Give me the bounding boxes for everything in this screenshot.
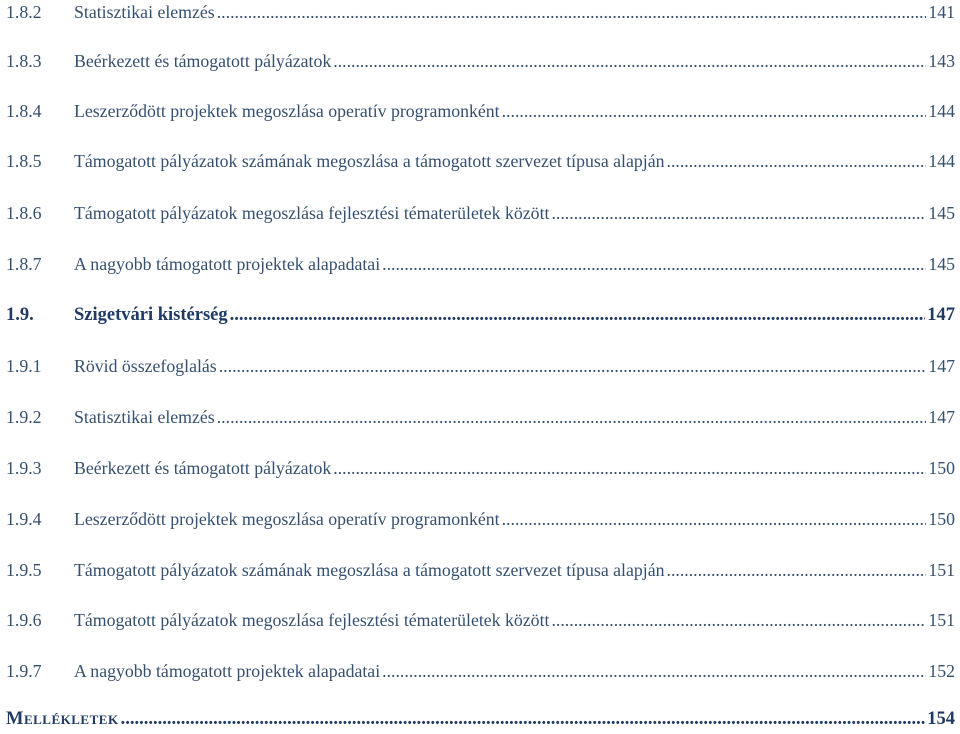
- toc-entry-title: Támogatott pályázatok megoszlása fejlesztési tématerületek között: [74, 203, 550, 223]
- toc-entry-number: 1.8.2: [6, 2, 42, 22]
- dot-leader: [502, 504, 927, 534]
- toc-entry-title: Leszerződött projektek megoszlása operatív programonként: [74, 101, 500, 121]
- toc-appendix-title: Mellékletek: [6, 709, 119, 729]
- toc-entry-title: Leszerződött projektek megoszlása operatív programonként: [74, 509, 500, 529]
- dot-leader: [121, 704, 926, 734]
- toc-entry-number: 1.9.6: [6, 610, 42, 630]
- toc-entry-page: 143: [928, 51, 955, 71]
- dot-leader: [667, 555, 927, 585]
- toc-entry-title: Támogatott pályázatok számának megoszlása a támogatott szervezet típusa alapján: [74, 151, 665, 171]
- toc-entry-page: 150: [928, 458, 955, 478]
- toc-entry-page: 145: [928, 254, 955, 274]
- toc-entry-1-9-1[interactable]: [0, 351, 955, 381]
- toc-entry-number: 1.9.2: [6, 407, 42, 427]
- toc-section-title: Szigetvári kistérség: [74, 305, 228, 325]
- dot-leader: [551, 605, 926, 635]
- toc-entry-1-8-6[interactable]: [0, 198, 955, 228]
- toc-entry-1-8-2[interactable]: [0, 0, 955, 27]
- toc-entry-page: 145: [928, 203, 955, 223]
- toc-entry-1-9-5[interactable]: [0, 555, 955, 585]
- dot-leader: [667, 146, 927, 176]
- toc-entry-page: 141: [928, 2, 955, 22]
- toc-entry-1-9-2[interactable]: [0, 402, 955, 432]
- toc-entry-number: 1.9.5: [6, 560, 42, 580]
- toc-entry-page: 151: [928, 560, 955, 580]
- dot-leader: [217, 0, 927, 27]
- toc-entry-page: 147: [928, 407, 955, 427]
- toc-section-1-9[interactable]: [0, 300, 955, 330]
- toc-entry-number: 1.9.1: [6, 356, 42, 376]
- toc-entry-title: A nagyobb támogatott projektek alapadatai: [74, 254, 381, 274]
- toc-appendix-page: 154: [927, 709, 955, 729]
- toc-entry-title: Rövid összefoglalás: [74, 356, 217, 376]
- toc-entry-number: 1.8.7: [6, 254, 42, 274]
- dot-leader: [333, 453, 926, 483]
- toc-entry-1-9-3[interactable]: [0, 453, 955, 483]
- toc-entry-page: 147: [928, 356, 955, 376]
- toc-entry-title: Beérkezett és támogatott pályázatok: [74, 51, 332, 71]
- toc-entry-1-8-4[interactable]: [0, 96, 955, 126]
- dot-leader: [333, 46, 926, 76]
- toc-entry-1-8-5[interactable]: [0, 146, 955, 176]
- toc-entry-title: Támogatott pályázatok megoszlása fejlesztési tématerületek között: [74, 610, 550, 630]
- toc-entry-number: 1.9.4: [6, 509, 42, 529]
- toc-appendix[interactable]: [0, 704, 955, 734]
- toc-section-page: 147: [927, 305, 955, 325]
- dot-leader: [551, 198, 926, 228]
- dot-leader: [502, 96, 927, 126]
- toc-entry-1-8-7[interactable]: [0, 249, 955, 279]
- toc-entry-number: 1.8.5: [6, 151, 42, 171]
- toc-entry-title: Statisztikai elemzés: [74, 407, 215, 427]
- toc-entry-number: 1.9.3: [6, 458, 42, 478]
- toc-entry-title: Beérkezett és támogatott pályázatok: [74, 458, 332, 478]
- dot-leader: [219, 351, 927, 381]
- toc-entry-1-8-3[interactable]: [0, 46, 955, 76]
- toc-entry-page: 151: [928, 610, 955, 630]
- toc-entry-number: 1.8.3: [6, 51, 42, 71]
- toc-entry-1-9-6[interactable]: [0, 605, 955, 635]
- toc-section-number: 1.9.: [6, 305, 34, 325]
- toc-entry-title: Támogatott pályázatok számának megoszlása a támogatott szervezet típusa alapján: [74, 560, 665, 580]
- dot-leader: [382, 656, 926, 686]
- toc-entry-page: 150: [928, 509, 955, 529]
- dot-leader: [217, 402, 927, 432]
- toc-entry-1-9-7[interactable]: [0, 656, 955, 686]
- toc-entry-page: 152: [928, 661, 955, 681]
- toc-entry-title: A nagyobb támogatott projektek alapadatai: [74, 661, 381, 681]
- toc-entry-title: Statisztikai elemzés: [74, 2, 215, 22]
- dot-leader: [382, 249, 926, 279]
- toc-entry-1-9-4[interactable]: [0, 504, 955, 534]
- toc-entry-number: 1.9.7: [6, 661, 42, 681]
- toc-entry-number: 1.8.4: [6, 101, 42, 121]
- dot-leader: [230, 300, 926, 330]
- toc-entry-page: 144: [928, 151, 955, 171]
- toc-entry-page: 144: [928, 101, 955, 121]
- toc-entry-number: 1.8.6: [6, 203, 42, 223]
